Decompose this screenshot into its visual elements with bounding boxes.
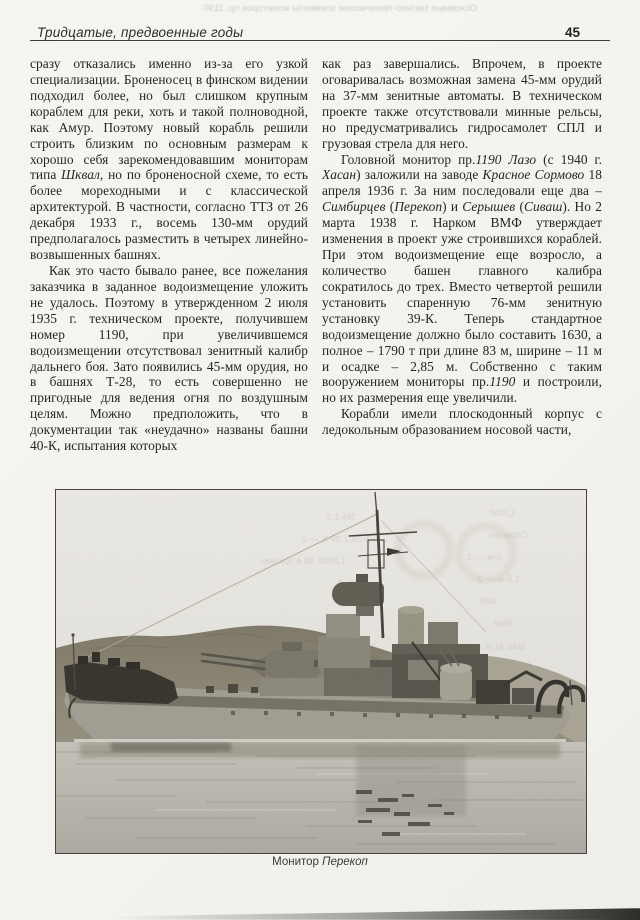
photo-caption: Монитор Перекоп (272, 856, 368, 868)
page-header (30, 20, 610, 41)
photo-grain-overlay (56, 490, 586, 853)
text-column-right (322, 56, 602, 454)
paragraph: Корабли имели плоскодонный корпус с ледокольным образованием носовой части, (322, 406, 602, 438)
paragraph: Как это часто бывало ранее, все пожелания заказчика в заданное водоизмещение уложить не удалось. Поэтому в утвержденном 2 июля 1935 г. техническом проекте, получившем номер 1190, при увеличившемся водоизмещении отсутствовал зенитный калибр дальнего боя. Зато появились 45-мм орудия, но в башнях Т-28, то есть совершенно не пригодные для ведения огня по воздушным целям. Можно предположить, что в документации так «неудачно» названы башни 40-К, испытания которых (30, 262, 308, 454)
monitor-perekop-photograph (56, 490, 586, 853)
paragraph: сразу отказались именно из-за его узкой специализации. Броненосец в финском видении подходил более, но был слишком крупным кораблем для реки, хоть и такой полноводной, как Амур. Поэтому новый корабль решили строить близким по основным размерам к хорошо себя зарекомендовавшим мониторам типа Шквал, но по броненосной схеме, то есть более мореходными и с классической архитектурой. В частности, согласно ТТЗ от 26 декабря 1933 г., восемь 130-мм орудий предполагалось разместить в четырех линейно-возвышенных башнях. (30, 56, 308, 263)
page-number: 45 (564, 25, 580, 40)
text-column-left (30, 56, 308, 454)
scan-edge-shadow (110, 906, 640, 920)
paragraph: Головной монитор пр.1190 Лазо (с 1940 г. Хасан) заложили на заводе Красное Сормово 18 апреля 1936 г. За ним последовали еще два – Симбирцев (Перекоп) и Серышев (Сиваш). Но 2 марта 1938 г. Нарком ВМФ утверждает изменения в проект уже строившихся кораблей. При этом водоизмещение еще возросло, а количество башен главного калибра сократилось до трех. Вместо четвертой решили установить спаренную 76-мм зенитную установку 39-К. Теперь стандартное водоизмещение должно было составить 1630, а полное – 1790 т при длине 83 м, ширине – 11 м и осадке – 2,85 м. Собственно с таким вооружением мониторы пр.1190 и построили, но их размерения еще увеличили. (322, 151, 603, 406)
article-text (30, 56, 602, 454)
bleedthrough-text: Основные тактико-технические элементы мониторов пр. 1190 (203, 3, 477, 14)
ship-photo (55, 489, 587, 854)
running-title: Тридцатые, предвоенные годы (37, 25, 244, 40)
paragraph: как раз завершались. Впрочем, в проекте оговаривалась возможная замена 45-мм орудий на 37-мм зенитные автоматы. В техническом проекте также отсутствовали минные рельсы, но предусматривались гидросамолет СПЛ и грузовая стрела для него. (322, 56, 602, 151)
